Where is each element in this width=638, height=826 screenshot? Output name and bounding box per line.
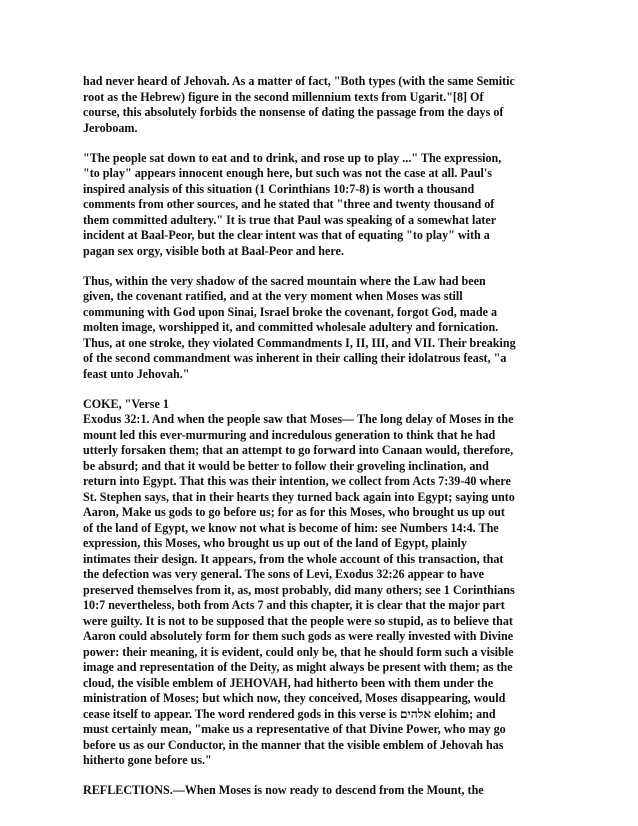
paragraph-rose-up-to-play: "The people sat down to eat and to drink, and rose up to play ..." The expression, "to play" appears innocent enough here, but such was not the case at all. Paul's inspired analysis of this situation (1 Corinthians 10:7-8) is worth a thousand comments from other sources, and he stated that "three and twenty thousand of them committed adultery." It is true that Paul was speaking of a somewhat later incident at Baal-Peor, but the clear intent was that of equating "to play" with a pagan sex orgy, visible both at Baal-Peor and here. — [83, 150, 502, 258]
paragraph-covenant-broken: Thus, within the very shadow of the sacred mountain where the Law had been given, the covenant ratified, and at the very moment when Moses was still communing with God upon Sinai, Israel broke the covenant, forgot God, made a molten image, worshipped it, and committed wholesale adultery and fornication. Thus, at one stroke, they violated Commandments I, II, III, and VII. Their breaking of the second commandment was inherent in their calling their idolatrous feast, "a feast unto Jehovah." — [83, 273, 516, 381]
paragraph-coke-commentary: COKE, "Verse 1 Exodus 32:1. And when the people saw that Moses— The long delay of Moses in the mount led this ever-murmuring and incredulous generation to think that he had utterly forsaken them; that an attempt to go forward into Canaan would, therefore, be absurd; and that it would be better to follow their groveling inclination, and return into Egypt. That this was their intention, we collect from Acts 7:39-40 where St. Stephen says, that in their hearts they turned back again into Egypt; saying unto Aaron, Make us gods to go before us; for as for this Moses, who brought us up out of the land of Egypt, we know not what is become of him: see Numbers 14:4. The expression, this Moses, who brought us up out of the land of Egypt, plainly intimates their design. It appears, from the whole account of this transaction, that the defection was very general. The sons of Levi, Exodus 32:26 appear to have preserved themselves from it, as, most probably, did many others; see 1 Corinthians 10:7 nevertheless, both from Acts 7 and this chapter, it is clear that the major part were guilty. It is not to be supposed that the people were so stupid, as to believe that Aaron could absolutely form for them such gods as were really invested with Divine power: their meaning, it is evident, could only be, that he should form such a visible image and representation of the Deity, as might always be present with them; as the cloud, the visible emblem of JEHOVAH, had hitherto been with them under the ministration of Moses; but which now, they conceived, Moses disappearing, would cease itself to appear. The word rendered gods in this verse is אלהים elohim; and must certainly mean, "make us a representative of that Divine Power, who may go before us as our Conductor, in the manner that the visible emblem of Jehovah has hitherto gone before us." — [83, 396, 515, 767]
document-page — [83, 74, 559, 799]
paragraph-reflections: REFLECTIONS.—When Moses is now ready to descend from the Mount, the — [83, 783, 484, 797]
paragraph-ugarit: had never heard of Jehovah. As a matter of fact, "Both types (with the same Semitic root as the Hebrew) figure in the second millennium texts from Ugarit."[8] Of course, this absolutely forbids the nonsense of dating the passage from the days of Jeroboam. — [83, 74, 515, 135]
